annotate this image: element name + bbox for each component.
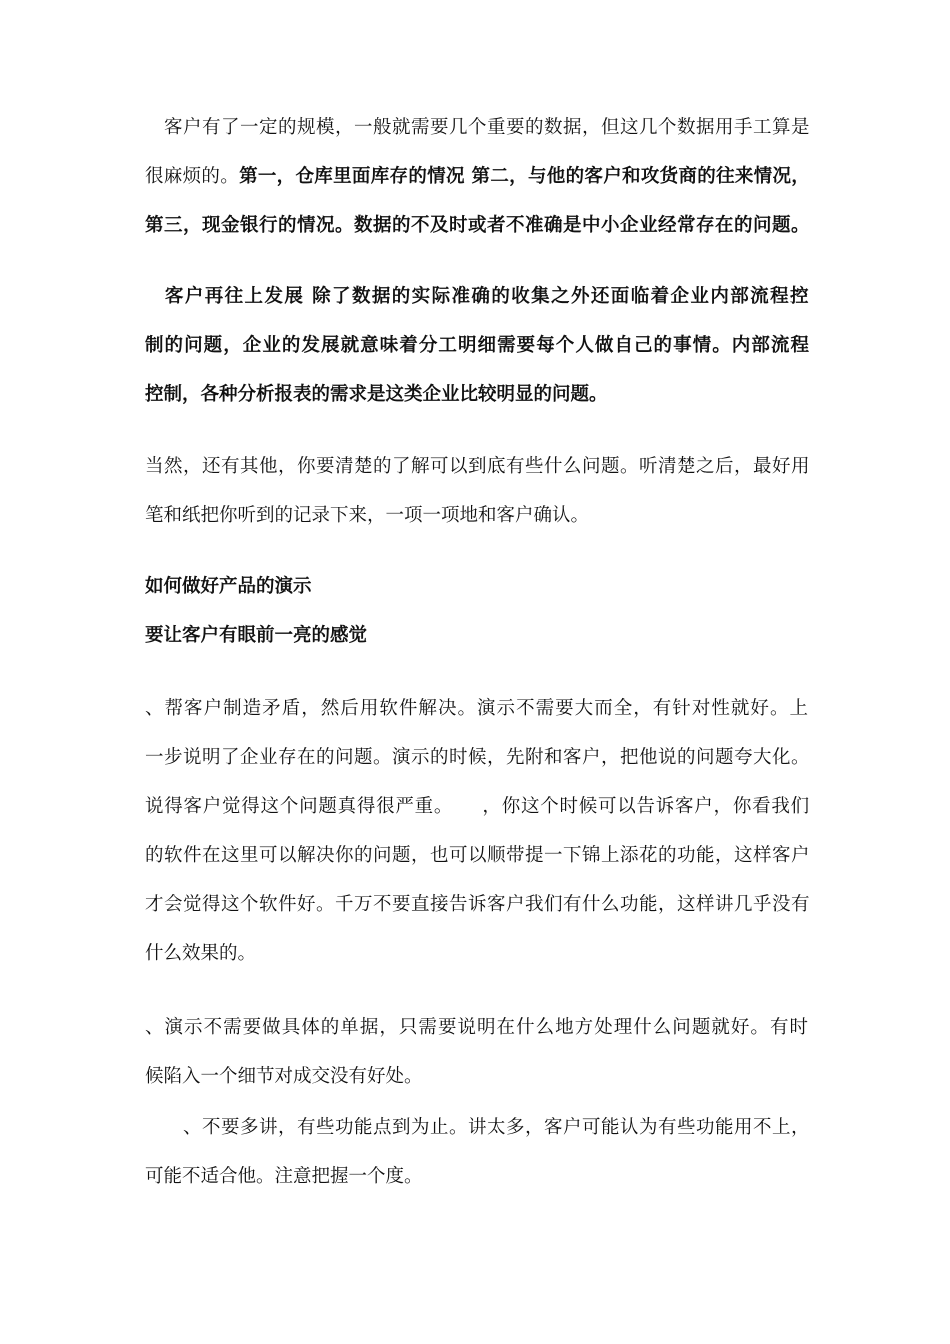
bold-text-run: 如何做好产品的演示 bbox=[145, 576, 312, 597]
text-line bbox=[145, 575, 312, 599]
text-run: 笔和纸把你听到的记录下来，一项一项地和客户确认。 bbox=[145, 505, 590, 526]
text-run: 说得客户觉得这个问题真得很严重。 ，你这个时候可以告诉客户，你看我们 bbox=[145, 796, 810, 817]
text-run: 客户有了一定的规模，一般就需要几个重要的数据，但这几个数据用手工算是 bbox=[145, 117, 811, 138]
bold-text-run: 第三，现金银行的情况。数据的不及时或者不准确是中小企业经常存在的问题。 bbox=[145, 215, 811, 236]
text-run: 、帮客户制造矛盾，然后用软件解决。演示不需要大而全，有针对性就好。上 bbox=[145, 698, 810, 719]
bold-text-run: 要让客户有眼前一亮的感觉 bbox=[145, 625, 368, 646]
text-run: 一步说明了企业存在的问题。演示的时候，先附和客户，把他说的问题夸大化。 bbox=[145, 747, 811, 768]
text-line bbox=[145, 116, 810, 140]
text-line bbox=[145, 285, 810, 309]
text-run: 什么效果的。 bbox=[145, 943, 257, 964]
bold-text-run: 控制，各种分析报表的需求是这类企业比较明显的问题。 bbox=[145, 384, 608, 405]
text-run: 候陷入一个细节对成交没有好处。 bbox=[145, 1066, 423, 1087]
text-run: 很麻烦的。 bbox=[145, 166, 240, 187]
text-line bbox=[145, 1016, 809, 1040]
text-line bbox=[145, 697, 809, 721]
bold-text-run: 客户再往上发展 除了数据的实际准确的收集之外还面临着企业内部流程控 bbox=[145, 286, 810, 307]
bold-text-run: 制的问题，企业的发展就意味着分工明细需要每个人做自己的事情。内部流程 bbox=[145, 335, 811, 356]
text-line bbox=[145, 1065, 423, 1089]
text-line bbox=[145, 455, 810, 479]
text-line bbox=[145, 746, 810, 770]
text-run: 当然，还有其他，你要清楚的了解可以到底有些什么问题。听清楚之后，最好用 bbox=[145, 456, 811, 477]
text-run: 的软件在这里可以解决你的问题，也可以顺带提一下锦上添花的功能，这样客户 bbox=[145, 845, 811, 866]
text-line bbox=[145, 942, 256, 966]
text-line bbox=[145, 214, 810, 238]
bold-text-run: 第一，仓库里面库存的情况 第二，与他的客户和攻货商的往来情况， bbox=[239, 166, 811, 187]
text-line bbox=[145, 1116, 810, 1140]
text-line bbox=[145, 504, 589, 528]
text-line bbox=[145, 334, 810, 358]
text-run: 可能不适合他。注意把握一个度。 bbox=[145, 1166, 423, 1187]
text-line bbox=[145, 893, 810, 917]
text-line bbox=[145, 624, 367, 648]
text-run: 、演示不需要做具体的单据，只需要说明在什么地方处理什么问题就好。有时 bbox=[145, 1017, 810, 1038]
text-line bbox=[145, 795, 810, 819]
text-line bbox=[145, 844, 810, 868]
text-line bbox=[145, 165, 810, 189]
text-line bbox=[145, 1165, 423, 1189]
text-run: 、不要多讲，有些功能点到为止。讲太多，客户可能认为有些功能用不上， bbox=[145, 1117, 811, 1138]
text-run: 才会觉得这个软件好。千万不要直接告诉客户我们有什么功能，这样讲几乎没有 bbox=[145, 894, 811, 915]
text-line bbox=[145, 383, 608, 407]
